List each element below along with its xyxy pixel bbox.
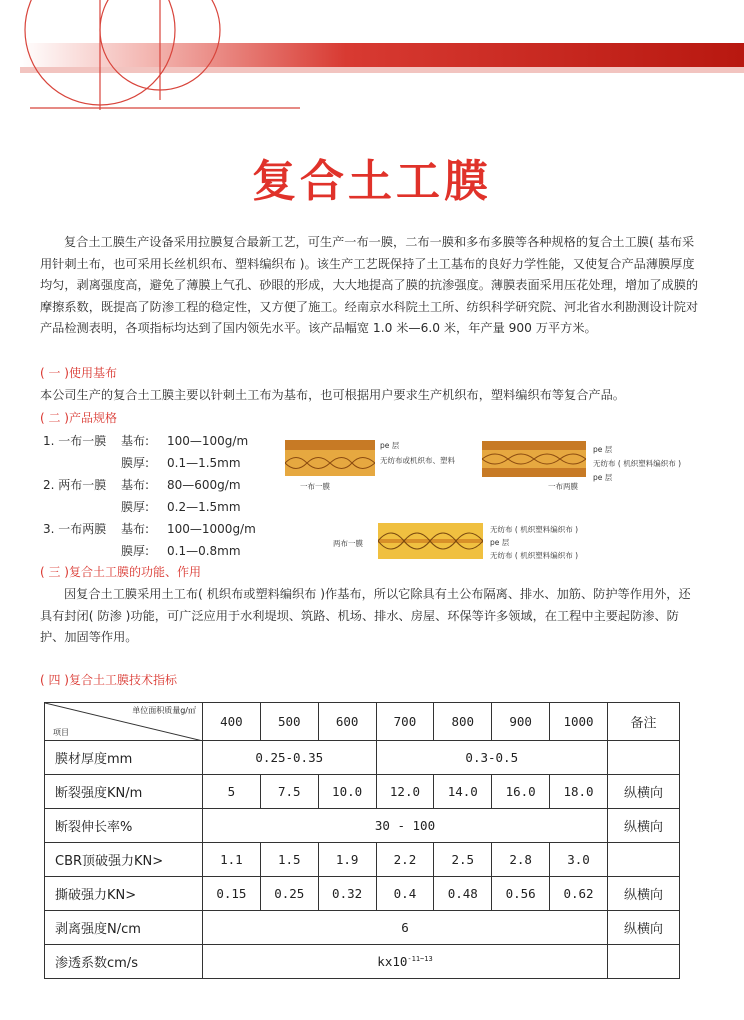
- spec-base-value: 80—600g/m: [167, 478, 241, 492]
- table-cell: 1.9: [318, 843, 376, 877]
- table-cell: 12.0: [376, 775, 434, 809]
- spec-film-key: 膜厚:: [121, 544, 150, 558]
- note-cell: [608, 843, 680, 877]
- row-name: 剥离强度N/cm: [45, 911, 203, 945]
- table-cell: 0.25-0.35: [203, 741, 377, 775]
- spec-label: 3. 一布两膜: [43, 522, 107, 536]
- diagram-label: 无纺布 ( 机织塑料编织布 ): [490, 525, 579, 534]
- table-header-row: [45, 703, 680, 741]
- spec-base-key: 基布:: [121, 434, 150, 448]
- note-cell: 纵横向: [608, 775, 680, 809]
- spec-item-2: [43, 474, 241, 518]
- row-name: 撕破强力KN>: [45, 877, 203, 911]
- note-cell: 纵横向: [608, 911, 680, 945]
- table-cell: 6: [203, 911, 608, 945]
- spec-label: 1. 一布一膜: [43, 434, 107, 448]
- corner-top-label: 单位面积质量g/㎡: [132, 706, 196, 715]
- table-row: [45, 945, 680, 979]
- spec-base-key: 基布:: [121, 478, 150, 492]
- column-header: 800: [434, 703, 492, 741]
- row-name: 断裂强度KN/m: [45, 775, 203, 809]
- table-row: [45, 741, 680, 775]
- perm-exponent: -11~13: [407, 954, 433, 963]
- column-header: 1000: [550, 703, 608, 741]
- technical-spec-table: [44, 702, 680, 979]
- intro-paragraph: 复合土工膜生产设备采用拉膜复合最新工艺，可生产一布一膜，二布一膜和多布多膜等各种规格的复合土工膜( 基布采用针刺土布，也可采用长丝机织布、塑料编织布 )。该生产工艺既保持了土工基布的良好力学性能，又使复合产品薄膜厚度均匀，剥离强度高，避免了薄膜上气孔、砂眼的形成，大大地提高了膜的抗渗强度。薄膜表面采用压花处理，增加了成膜的摩擦系数，既提高了防渗工程的稳定性，又方便了施工。经南京水科院土工所、纺织科学研究院、河北省水利勘测设计院对产品检测表明，各项指标均达到了国内领先水平。该产品幅宽 1.0 米—6.0 米，年产量 900 万平方米。: [40, 235, 699, 335]
- note-cell: [608, 945, 680, 979]
- spec-base-key: 基布:: [121, 522, 150, 536]
- diagram-label: 无纺布 ( 机织塑料编织布 ): [490, 551, 579, 560]
- note-cell: [608, 741, 680, 775]
- note-header: 备注: [608, 703, 680, 741]
- header-decoration: [0, 0, 744, 130]
- section-heading-base: ( 一 )使用基布: [40, 366, 117, 380]
- column-header: 600: [318, 703, 376, 741]
- diagram-label: pe 层: [380, 441, 400, 450]
- column-header: 400: [203, 703, 261, 741]
- diagram-label: pe 层: [593, 473, 613, 482]
- spec-base-value: 100—100g/m: [167, 434, 249, 448]
- table-cell: 7.5: [260, 775, 318, 809]
- table-row: [45, 911, 680, 945]
- diagram-name: 一布两膜: [548, 482, 578, 491]
- note-cell: 纵横向: [608, 877, 680, 911]
- table-cell: 0.3-0.5: [376, 741, 607, 775]
- function-paragraph: 因复合土工膜采用土工布( 机织布或塑料编织布 )作基布，所以它除具有土公布隔离、排水、加筋、防护等作用外，还具有封闭( 防渗 )功能，可广泛应用于水利堤坝、筑路、机场、排水、房屋、环保等许多领域，在工程中主要起防渗、防护、加固等作用。: [40, 587, 691, 644]
- spec-film-key: 膜厚:: [121, 456, 150, 470]
- spec-film-value: 0.2—1.5mm: [167, 500, 241, 514]
- table-cell: 10.0: [318, 775, 376, 809]
- table-row: [45, 809, 680, 843]
- row-name: 膜材厚度mm: [45, 741, 203, 775]
- table-cell: 5: [203, 775, 261, 809]
- table-cell: 0.4: [376, 877, 434, 911]
- table-cell: 30 - 100: [203, 809, 608, 843]
- perm-value: kx10: [377, 954, 408, 969]
- diagram-label: 无纺布 ( 机织塑料编织布 ): [593, 459, 682, 468]
- row-name: 断裂伸长率%: [45, 809, 203, 843]
- row-name: CBR顶破强力KN>: [45, 843, 203, 877]
- column-header: 900: [492, 703, 550, 741]
- spec-item-3: [43, 518, 256, 562]
- one-cloth-one-film-diagram: [285, 440, 375, 478]
- table-cell: 14.0: [434, 775, 492, 809]
- table-corner-cell: [45, 703, 203, 741]
- one-cloth-two-films-diagram: [482, 441, 586, 477]
- spec-film-key: 膜厚:: [121, 500, 150, 514]
- spec-film-value: 0.1—0.8mm: [167, 544, 241, 558]
- table-cell: 0.56: [492, 877, 550, 911]
- note-cell: 纵横向: [608, 809, 680, 843]
- diagram-name: 一布一膜: [300, 482, 330, 491]
- table-row: [45, 843, 680, 877]
- table-cell: 2.8: [492, 843, 550, 877]
- diagram-name: 两布一膜: [333, 539, 363, 548]
- table-cell: 0.15: [203, 877, 261, 911]
- diagram-label: 无纺布或机织布、塑料: [380, 456, 455, 465]
- table-cell: 0.48: [434, 877, 492, 911]
- section-heading-function: ( 三 )复合土工膜的功能、作用: [40, 565, 201, 579]
- base-paragraph: 本公司生产的复合土工膜主要以针刺土工布为基布，也可根据用户要求生产机织布，塑料编织布等复合产品。: [40, 388, 625, 402]
- table-cell: 2.2: [376, 843, 434, 877]
- spec-item-1: [43, 430, 248, 474]
- table-cell: 0.62: [550, 877, 608, 911]
- section-heading-specs: ( 二 )产品规格: [40, 411, 117, 425]
- table-cell: 16.0: [492, 775, 550, 809]
- table-cell: 1.1: [203, 843, 261, 877]
- table-cell: 2.5: [434, 843, 492, 877]
- section-heading-table: ( 四 )复合土工膜技术指标: [40, 673, 177, 687]
- diagram-label: pe 层: [593, 445, 613, 454]
- table-cell: 1.5: [260, 843, 318, 877]
- table-cell: 18.0: [550, 775, 608, 809]
- diagram-label: pe 层: [490, 538, 510, 547]
- spec-label: 2. 两布一膜: [43, 478, 107, 492]
- table-cell: 0.32: [318, 877, 376, 911]
- row-name: 渗透系数cm/s: [45, 945, 203, 979]
- table-cell: 0.25: [260, 877, 318, 911]
- table-cell: 3.0: [550, 843, 608, 877]
- spec-film-value: 0.1—1.5mm: [167, 456, 241, 470]
- column-header: 500: [260, 703, 318, 741]
- table-cell: [203, 945, 608, 979]
- corner-bottom-label: 项目: [53, 728, 69, 737]
- table-row: [45, 877, 680, 911]
- table-row: [45, 775, 680, 809]
- spec-base-value: 100—1000g/m: [167, 522, 256, 536]
- column-header: 700: [376, 703, 434, 741]
- two-cloths-one-film-diagram: [378, 523, 483, 559]
- page-title: 复合土工膜: [252, 156, 492, 207]
